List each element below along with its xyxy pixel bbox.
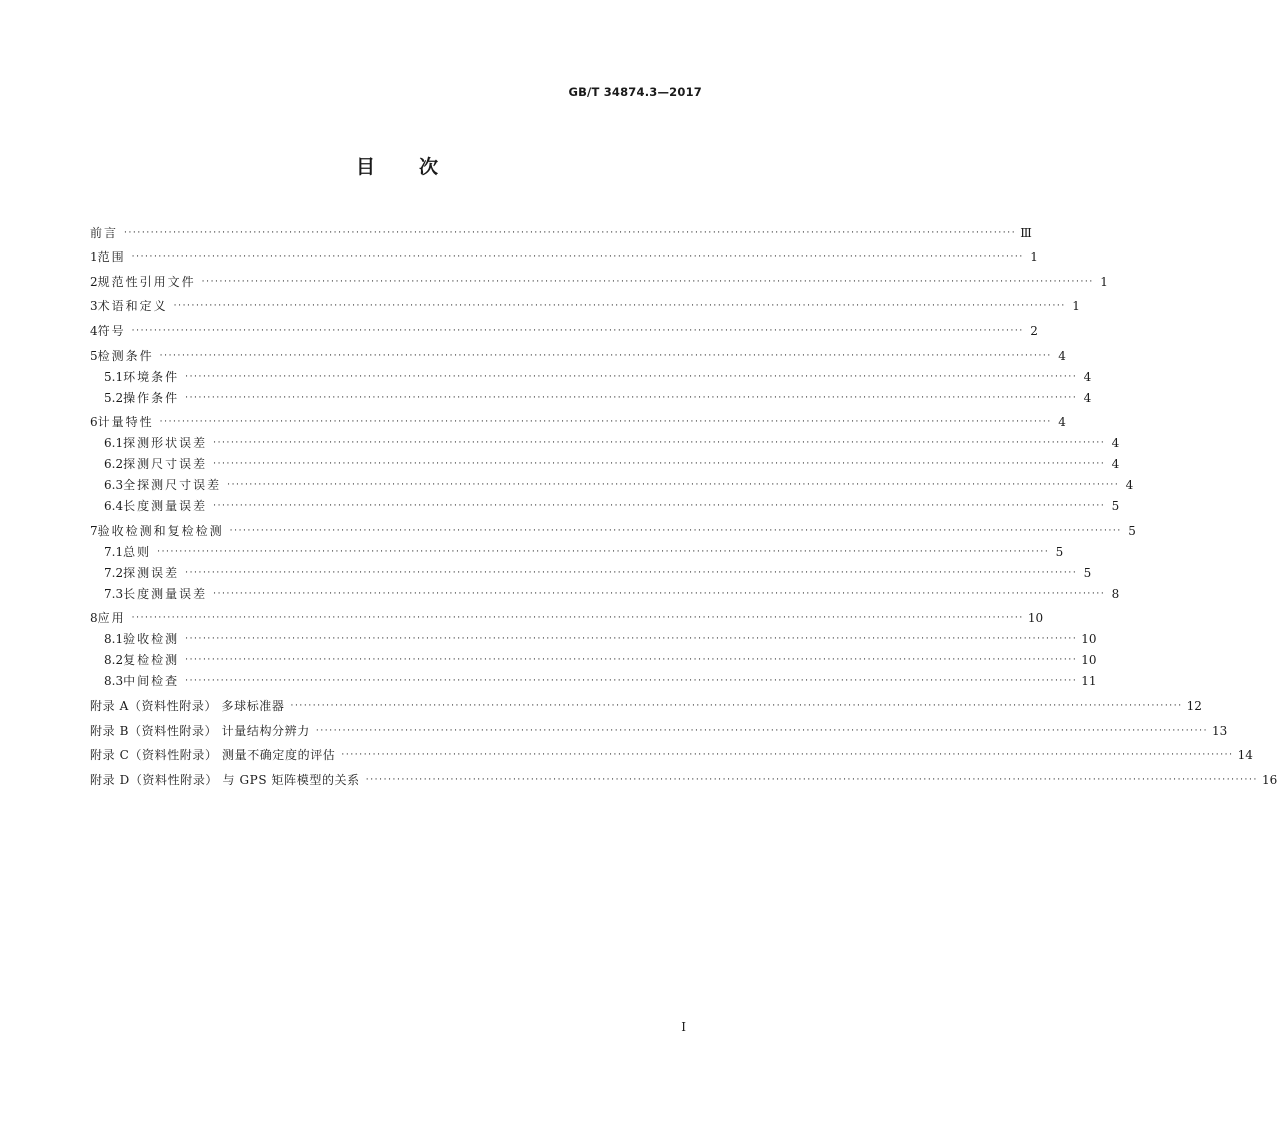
toc-dot-leader: ········································································································································································································ (213, 459, 1106, 470)
toc-entry-page: 5 (1111, 499, 1120, 514)
page-title-part1: 目 (355, 156, 375, 178)
toc-entry[interactable] (90, 689, 1202, 714)
toc-entry-page: 4 (1058, 348, 1066, 363)
toc-entry-page: 8 (1111, 586, 1120, 601)
toc-entry[interactable] (90, 514, 1136, 539)
toc-entry-page: 1 (1072, 299, 1080, 314)
toc-entry-number: 1 (90, 250, 98, 265)
toc-dot-leader: ········································································································································································································ (185, 676, 1078, 687)
toc-entry-number: 5.1 (104, 369, 124, 384)
toc-dot-leader: ········································································································································································································ (131, 325, 1024, 336)
toc-dot-leader: ········································································································································································································ (365, 774, 1258, 785)
toc-entry[interactable] (90, 430, 1120, 451)
toc-entry-label: 操作条件 (123, 390, 180, 405)
toc-entry-number: 4 (90, 323, 98, 338)
toc-dot-leader: ········································································································································································································ (227, 480, 1120, 491)
toc-entry-page: 10 (1081, 653, 1097, 668)
toc-entry[interactable] (90, 339, 1066, 364)
toc-entry-label: 范围 (97, 250, 126, 265)
toc-entry-number: 5.2 (104, 390, 124, 405)
standard-code: GB/T 34874.3—2017 (568, 85, 702, 99)
toc-entry-label: 总则 (123, 544, 152, 559)
toc-entry-number: 7.3 (104, 586, 124, 601)
page-title-part2: 次 (419, 156, 439, 178)
toc-entry-page: 16 (1261, 772, 1277, 787)
toc-entry-number: 6.1 (104, 436, 124, 451)
toc-entry-label: 计量特性 (97, 415, 154, 430)
toc-dot-leader: ········································································································································································································ (157, 546, 1050, 557)
toc-entry[interactable] (90, 560, 1092, 581)
toc-entry-label: 附录 D（资料性附录） 与 GPS 矩阵模型的关系 (90, 772, 360, 787)
toc-entry[interactable] (90, 265, 1108, 290)
toc-dot-leader: ········································································································································································································ (213, 588, 1106, 599)
toc-entry-label: 附录 C（资料性附录） 测量不确定度的评估 (90, 748, 336, 763)
toc-entry-number: 8.2 (104, 653, 124, 668)
toc-entry-label: 规范性引用文件 (97, 274, 196, 289)
page-title (0, 152, 794, 179)
table-of-contents (90, 216, 1277, 788)
toc-entry-label: 术语和定义 (97, 299, 168, 314)
toc-entry-label: 探测尺寸误差 (123, 457, 208, 472)
toc-entry-label: 检测条件 (97, 348, 154, 363)
toc-entry-page: 11 (1081, 674, 1097, 689)
toc-entry-page: 4 (1083, 369, 1092, 384)
toc-dot-leader: ········································································································································································································ (159, 417, 1052, 428)
toc-entry-number: 6.3 (104, 478, 124, 493)
toc-entry-number: 6.2 (104, 457, 124, 472)
toc-entry-label: 附录 B（资料性附录） 计量结构分辨力 (90, 723, 310, 738)
toc-entry-page: 10 (1027, 611, 1044, 626)
toc-entry-page: 4 (1125, 478, 1134, 493)
toc-dot-leader: ········································································································································································································ (213, 438, 1106, 449)
toc-entry-page: 4 (1058, 415, 1066, 430)
toc-entry-label: 中间检查 (123, 674, 180, 689)
toc-entry-number: 6.4 (104, 499, 124, 514)
toc-entry-page: 14 (1237, 748, 1253, 763)
toc-entry-label: 验收检测和复检检测 (97, 523, 224, 538)
toc-dot-leader: ········································································································································································································ (201, 276, 1094, 287)
toc-entry[interactable] (90, 493, 1120, 514)
toc-entry[interactable] (90, 626, 1097, 647)
toc-entry[interactable] (90, 290, 1080, 315)
toc-entry-page: 5 (1128, 523, 1136, 538)
toc-entry-number: 7.1 (104, 544, 124, 559)
toc-entry[interactable] (90, 539, 1064, 560)
toc-dot-leader: ········································································································································································································ (131, 613, 1024, 624)
toc-entry-number: 8 (90, 611, 98, 626)
toc-entry-label: 验收检测 (123, 632, 180, 647)
toc-entry-label: 应用 (97, 611, 126, 626)
toc-entry[interactable] (90, 739, 1253, 764)
toc-entry-page: Ⅲ (1020, 225, 1032, 240)
toc-entry-label: 探测形状误差 (123, 436, 208, 451)
toc-dot-leader: ········································································································································································································ (124, 227, 1017, 238)
toc-entry-label: 探测误差 (123, 565, 180, 580)
toc-entry[interactable] (90, 385, 1092, 406)
toc-entry[interactable] (90, 364, 1092, 385)
toc-dot-leader: ········································································································································································································ (185, 655, 1078, 666)
toc-dot-leader: ········································································································································································································ (229, 525, 1122, 536)
toc-entry-label: 符号 (97, 323, 126, 338)
toc-entry-page: 1 (1030, 250, 1038, 265)
toc-dot-leader: ········································································································································································································ (290, 700, 1183, 711)
toc-entry[interactable] (90, 314, 1038, 339)
toc-entry-number: 3 (90, 299, 98, 314)
toc-entry-label: 长度测量误差 (123, 499, 208, 514)
toc-entry-number: 7.2 (104, 565, 124, 580)
toc-entry[interactable] (90, 406, 1066, 431)
toc-entry-page: 13 (1212, 723, 1228, 738)
toc-entry-number: 8.1 (104, 632, 124, 647)
toc-entry-number: 5 (90, 348, 98, 363)
toc-entry-number: 6 (90, 415, 98, 430)
toc-entry-label: 全探测尺寸误差 (123, 478, 222, 493)
toc-dot-leader: ········································································································································································································ (315, 725, 1209, 736)
toc-dot-leader: ········································································································································································································ (173, 301, 1066, 312)
toc-entry-page: 4 (1083, 390, 1092, 405)
toc-entry[interactable] (90, 602, 1044, 627)
toc-entry-label: 附录 A（资料性附录） 多球标准器 (90, 698, 285, 713)
toc-entry-number: 7 (90, 523, 98, 538)
toc-entry-number: 2 (90, 274, 98, 289)
toc-entry[interactable] (90, 581, 1120, 602)
toc-entry[interactable] (90, 472, 1134, 493)
page-folio: I (681, 1020, 686, 1034)
toc-entry-page: 4 (1111, 436, 1120, 451)
toc-entry[interactable] (90, 668, 1097, 689)
toc-entry[interactable] (90, 216, 1032, 241)
toc-dot-leader: ········································································································································································································ (185, 567, 1078, 578)
toc-entry-label: 复检检测 (123, 653, 180, 668)
toc-dot-leader: ········································································································································································································ (159, 350, 1052, 361)
toc-entry[interactable] (90, 451, 1120, 472)
toc-entry[interactable] (90, 647, 1097, 668)
toc-entry-label: 前言 (90, 225, 119, 240)
toc-entry[interactable] (90, 763, 1277, 788)
toc-entry-label: 环境条件 (123, 369, 180, 384)
toc-entry[interactable] (90, 241, 1038, 266)
toc-entry-page: 2 (1030, 323, 1038, 338)
toc-entry-page: 1 (1100, 274, 1108, 289)
toc-entry-label: 长度测量误差 (123, 586, 208, 601)
toc-entry[interactable] (90, 714, 1228, 739)
toc-entry-page: 4 (1111, 457, 1120, 472)
toc-entry-page: 5 (1055, 544, 1064, 559)
toc-entry-page: 12 (1186, 698, 1202, 713)
toc-entry-page: 10 (1081, 632, 1097, 647)
toc-dot-leader: ········································································································································································································ (185, 371, 1078, 382)
toc-dot-leader: ········································································································································································································ (131, 252, 1024, 263)
toc-entry-number: 8.3 (104, 674, 124, 689)
toc-entry-page: 5 (1083, 565, 1092, 580)
toc-dot-leader: ········································································································································································································ (213, 501, 1106, 512)
toc-dot-leader: ········································································································································································································ (185, 634, 1078, 645)
toc-dot-leader: ········································································································································································································ (185, 392, 1078, 403)
toc-dot-leader: ········································································································································································································ (341, 750, 1234, 761)
